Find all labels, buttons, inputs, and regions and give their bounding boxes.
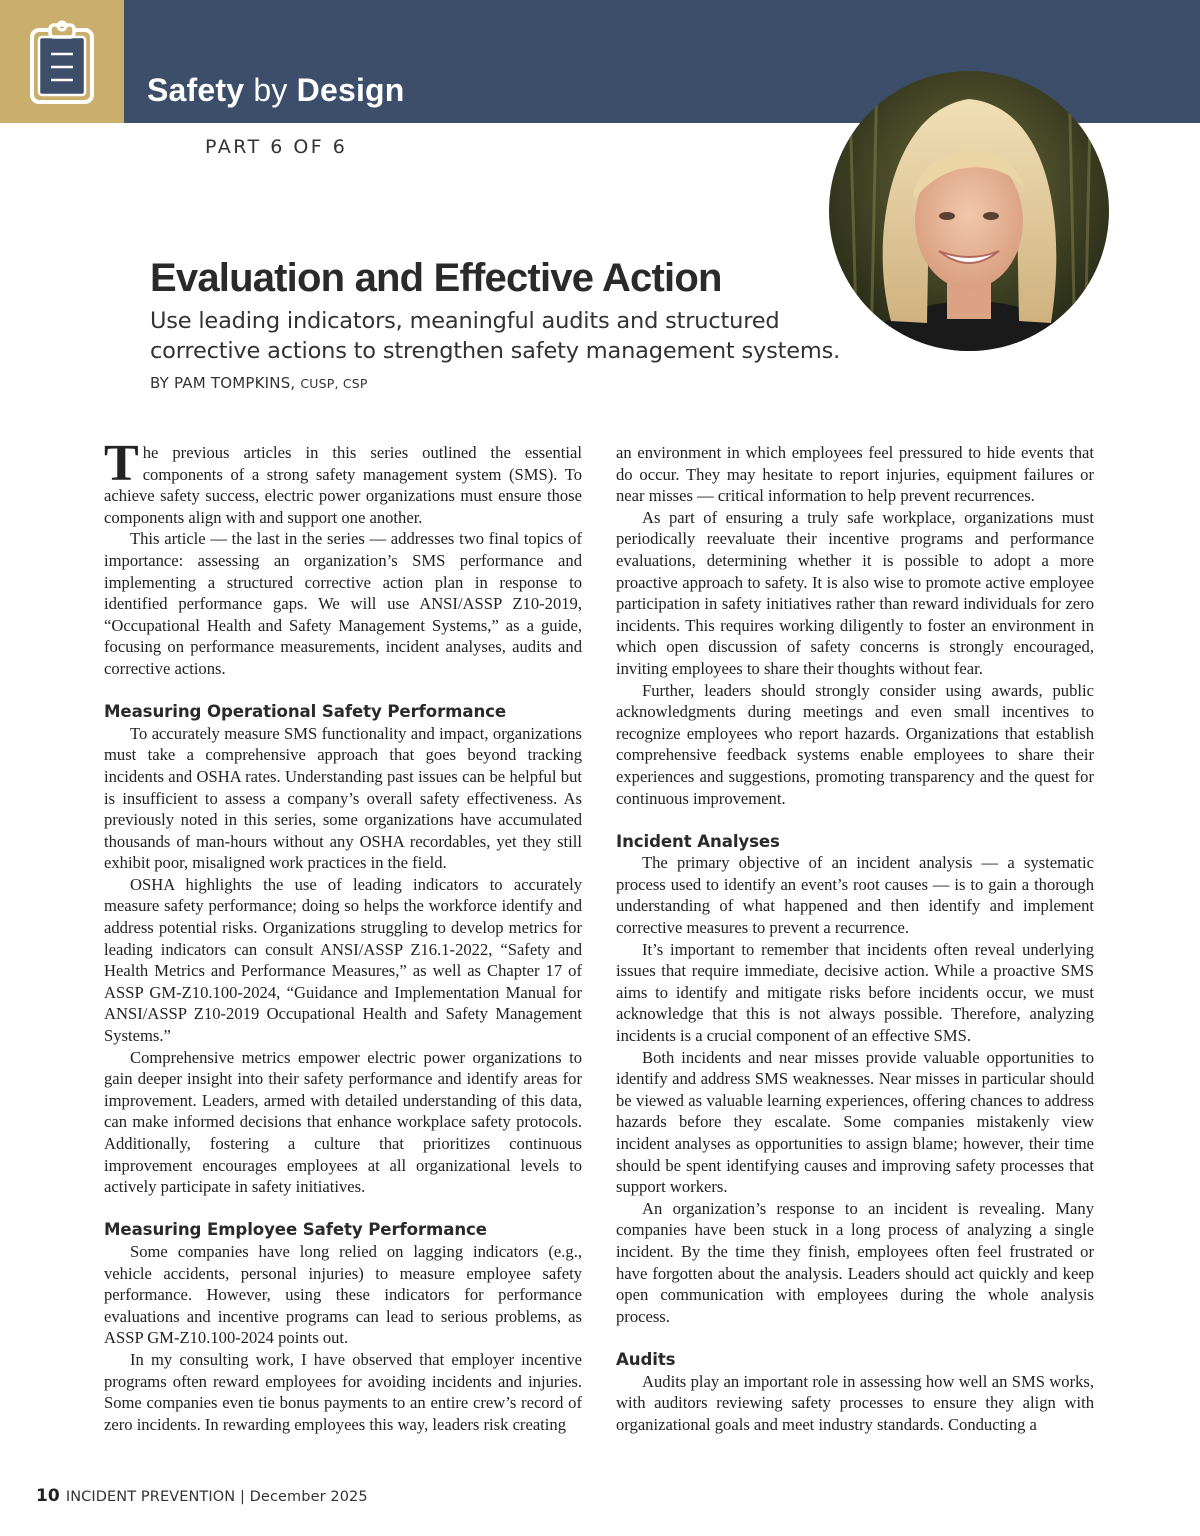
byline-author: BY PAM TOMPKINS, <box>150 374 296 392</box>
footer-separator: | <box>239 1489 245 1505</box>
article-deck: Use leading indicators, meaningful audits and structured corrective actions to strengthen safety management systems. <box>150 308 841 364</box>
section-title <box>147 72 405 109</box>
page-footer <box>36 1486 368 1506</box>
clipboard-icon <box>30 20 94 104</box>
series-part-label: PART 6 OF 6 <box>205 136 348 158</box>
subhead-employee-safety: Measuring Employee Safety Performance <box>104 1220 487 1240</box>
subhead-audits: Audits <box>616 1349 676 1369</box>
paragraph: Comprehensive metrics empower electric power organizations to gain deeper insight into their safety performance and identify areas for improvement. Leaders, armed with detailed understanding of this data, can make informed decisions that enhance workplace safety protocols. Additionally, fostering a culture that prioritizes continuous improvement encourages employees at all organizational levels to actively participate in safety initiatives. <box>104 1047 582 1197</box>
paragraph: Some companies have long relied on lagging indicators (e.g., vehicle accidents, personal injuries) to measure employee safety performance. However, using these indicators for performance evaluations and incentive programs can lead to serious problems, as ASSP GM-Z10.100-2024 points out. <box>104 1241 582 1348</box>
paragraph: In my consulting work, I have observed that employer incentive programs often reward employees for avoiding incidents and injuries. Some companies even tie bonus payments to an entire crew’s record of zero incidents. In rewarding employees this way, leaders risk creating <box>104 1349 582 1434</box>
intro-paragraph <box>104 435 582 528</box>
paragraph: It’s important to remember that incidents often reveal underlying issues that require immediate, decisive action. While a proactive SMS aims to identify and mitigate risks before incidents occur, we must acknowledge that this is not always possible. Therefore, analyzing incidents is a crucial component of an effective SMS. <box>616 939 1094 1046</box>
paragraph: The primary objective of an incident analysis — a systematic process used to identify an event’s root causes — is to gain a thorough understanding of what happened and then identify and implement corrective measures to prevent a recurrence. <box>616 853 1094 938</box>
drop-cap: T <box>104 435 139 492</box>
paragraph: Audits play an important role in assessing how well an SMS works, with auditors reviewing safety processes to ensure they align with organizational goals and meet industry standards. Conducting a <box>616 1371 1094 1434</box>
issue-date: December 2025 <box>249 1489 368 1505</box>
subhead-incident-analyses: Incident Analyses <box>616 831 780 851</box>
article-headline: Evaluation and Effective Action <box>150 256 722 300</box>
byline <box>150 374 368 392</box>
author-portrait <box>829 71 1109 351</box>
subhead-operational-safety: Measuring Operational Safety Performance <box>104 702 507 722</box>
paragraph: To accurately measure SMS functionality and impact, organizations must take a comprehensive approach that goes beyond tracking incidents and OSHA rates. Understanding past issues can be helpful but is insufficient to assess a company’s overall safety effectiveness. As previously noted in this series, some organizations have accumulated thousands of man-hours without any OSHA recordables, yet they still exhibit poor, misaligned work practices in the field. <box>104 723 582 873</box>
right-column <box>616 442 1094 1435</box>
paragraph: an environment in which employees feel pressured to hide events that do occur. They may hesitate to report injuries, equipment failures or near misses — critical information to help prevent recurrences. <box>616 443 1094 506</box>
section-title-safety: Safety <box>147 72 245 108</box>
paragraph: Both incidents and near misses provide valuable opportunities to identify and address SMS weaknesses. Near misses in particular should be viewed as valuable learning experiences, offering chances to address hazards before they escalate. Some companies mistakenly view incident analyses as opportunities to assign blame; however, their time should be spent identifying causes and improving safety processes that support workers. <box>616 1047 1094 1197</box>
paragraph: An organization’s response to an incident is revealing. Many companies have been stuck in a long process of analyzing a single incident. By the time they finish, employees often feel frustrated or have forgotten about the analysis. Leaders should act quickly and keep open communication with employees during the whole analysis process. <box>616 1198 1094 1326</box>
section-title-design: Design <box>296 72 405 108</box>
section-title-by: by <box>253 72 288 108</box>
left-column <box>104 435 582 1435</box>
paragraph: OSHA highlights the use of leading indicators to accurately measure safety performance; doing so helps the workforce identify and address potential risks. Organizations struggling to develop metrics for leading indicators can consult ANSI/ASSP Z16.1-2022, “Safety and Health Metrics and Performance Measures,” as well as Chapter 17 of ASSP GM-Z10.100-2024, “Guidance and Implementation Manual for ANSI/ASSP Z10-2019 Occupational Health and Safety Management Systems.” <box>104 874 582 1046</box>
paragraph: This article — the last in the series — addresses two final topics of importance: assessing an organization’s SMS performance and implementing a structured corrective action plan in response to identified performance gaps. We will use ANSI/ASSP Z10-2019, “Occupational Health and Safety Management Systems,” as a guide, focusing on performance measurements, incident analyses, audits and corrective actions. <box>104 529 582 678</box>
paragraph: Further, leaders should strongly consider using awards, public acknowledgments during meetings and even small incentives to recognize employees who report hazards. Organizations that establish comprehensive feedback systems enable employees to share their experiences and suggestions, promoting transparency and the quest for continuous improvement. <box>616 680 1094 808</box>
page-number: 10 <box>36 1486 60 1506</box>
paragraph-text: he previous articles in this series outlined the essential components of a strong safety management system (SMS). To achieve safety success, electric power organizations must ensure those components align with and support one another. <box>104 443 582 527</box>
byline-credentials: CUSP, CSP <box>300 376 368 391</box>
section-icon-box <box>0 0 124 123</box>
author-photo-image <box>829 71 1109 351</box>
publication-name: INCIDENT PREVENTION <box>65 1489 236 1505</box>
paragraph: As part of ensuring a truly safe workplace, organizations must periodically reevaluate their incentive programs and performance evaluations, determining whether it is possible to adopt a more proactive approach to safety. It is also wise to promote active employee participation in safety initiatives rather than reward individuals for zero incidents. This requires working diligently to foster an environment in which open discussion of safety concerns is strongly encouraged, inviting employees to share their thoughts without fear. <box>616 507 1094 678</box>
